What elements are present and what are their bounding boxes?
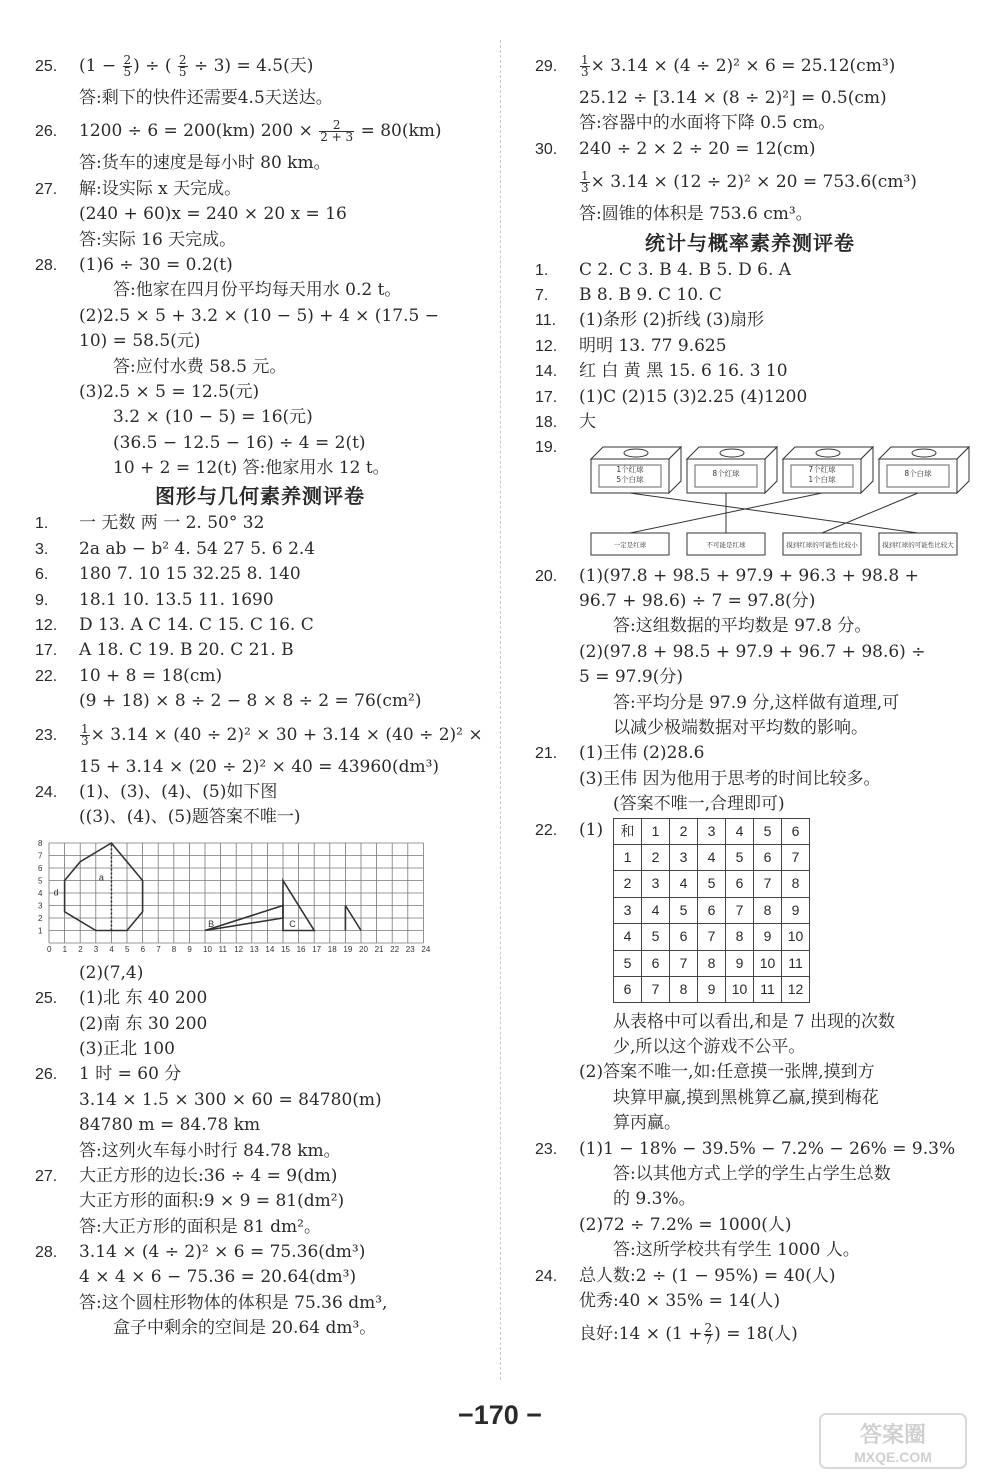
note-line: (答案不唯一,合理即可) xyxy=(613,794,785,815)
y-tick-label: 6 xyxy=(38,863,43,873)
point-label: d xyxy=(53,887,59,898)
answer-row: 9. 18.1 10. 13.5 11. 1690 xyxy=(35,589,274,610)
q29-line: 29. $\frac{1}{3}$ × 3.14 × (4 ÷ 2)² × 6 = 25.12(cm³) xyxy=(535,53,896,79)
x-tick-label: 18 xyxy=(327,944,337,954)
section-title-geometry: 图形与几何素养测评卷 xyxy=(155,484,365,509)
x-tick-label: 2 xyxy=(78,944,83,954)
work-line: (2)2.5 × 5 + 3.2 × (10 − 5) + 4 × (17.5 − xyxy=(79,305,439,326)
table-cell: 5 xyxy=(754,818,782,844)
table-cell: 8 xyxy=(782,871,810,897)
point-label: B xyxy=(208,918,215,929)
q23-line: 23. $\frac{1}{3}$ × 3.14 × (40 ÷ 2)² × 30 + 3.14 × (40 ÷ 2)² × xyxy=(35,721,483,748)
answer-line: 答:剩下的快件还需要4.5天送达。 xyxy=(79,88,333,108)
work-line: 算丙赢。 xyxy=(613,1113,681,1134)
coordinate-grid-figure xyxy=(35,831,445,961)
answer-row: 1. C 2. C 3. B 4. B 5. D 6. A xyxy=(535,259,792,280)
answer-line: 答:平均分是 97.9 分,这样做有道理,可 xyxy=(613,692,900,713)
x-tick-label: 10 xyxy=(203,944,212,954)
x-tick-label: 8 xyxy=(171,944,177,954)
table-row xyxy=(614,950,810,976)
answer-row: 12. D 13. A C 14. C 15. C 16. C xyxy=(35,615,314,636)
work-line: $\frac{1}{3}$ × 3.14 × (12 ÷ 2)² × 20 = 753.6(cm³) xyxy=(581,169,917,196)
table-row xyxy=(614,924,810,950)
answer-row: 1. 一 无数 两 一 2. 50° 32 xyxy=(35,513,265,534)
table-cell: 6 xyxy=(642,950,670,976)
table-cell: 7 xyxy=(642,977,670,1003)
work-line: (36.5 − 12.5 − 16) ÷ 4 = 2(t) xyxy=(113,432,366,453)
fraction: $\frac{2}{2 + 3}$ xyxy=(320,118,354,145)
work-line: 10) = 58.5(元) xyxy=(79,331,201,352)
x-tick-label: 22 xyxy=(390,944,400,954)
answer-row: 12. 明明 13. 77 9.625 xyxy=(535,335,727,356)
answer-row: 17. (1)C (2)15 (3)2.25 (4)1200 xyxy=(535,386,808,407)
answer-row: 14. 红 白 黄 黑 15. 6 16. 3 10 xyxy=(535,361,788,382)
work-line: 10 + 2 = 12(t) 答:他家用水 12 t。 xyxy=(113,458,390,479)
table-cell: 1 xyxy=(642,818,670,844)
octagon-shape xyxy=(65,843,143,931)
table-cell: 3 xyxy=(614,897,642,923)
answer-line: 答:以其他方式上学的学生占学生总数 xyxy=(613,1163,891,1184)
work-line: 15 + 3.14 × (20 ÷ 2)² × 40 = 43960(dm³) xyxy=(79,756,440,777)
y-tick-label: 1 xyxy=(38,926,43,936)
x-tick-label: 23 xyxy=(405,944,415,954)
table-cell: 7 xyxy=(698,924,726,950)
answer-row: 7. B 8. B 9. C 10. C xyxy=(535,284,722,305)
table-cell: 6 xyxy=(614,977,642,1003)
answer-row: 11. (1)条形 (2)折线 (3)扇形 xyxy=(535,310,765,331)
table-cell: 和 xyxy=(614,818,642,844)
section-title-statistics: 统计与概率素养测评卷 xyxy=(645,230,855,255)
x-tick-label: 24 xyxy=(421,944,431,954)
svg-text:MXQE.COM: MXQE.COM xyxy=(854,1449,932,1465)
work-line: (3)2.5 × 5 = 12.5(元) xyxy=(79,381,260,402)
work-line: (2)答案不唯一,如:任意摸一张牌,摸到方 xyxy=(579,1062,875,1083)
x-tick-label: 19 xyxy=(343,944,353,954)
point-label: C xyxy=(289,918,296,929)
q22-block: 22. (1) 和 1 2 3 4 5 6 1 2 3 4 5 6 7 2 3 4 5 6 7 8 3 4 5 6 7 8 9 4 5 6 7 8 9 10 5 6 7 8 9 10 11 6 7 8 9 10 11 12 xyxy=(535,818,965,1004)
table-row xyxy=(614,897,810,923)
table-cell: 8 xyxy=(726,924,754,950)
table-row xyxy=(614,871,810,897)
work-line: 3.2 × (10 − 5) = 16(元) xyxy=(113,407,313,428)
table-cell: 5 xyxy=(642,924,670,950)
box-label: 8个白球 xyxy=(904,468,932,478)
table-cell: 11 xyxy=(782,950,810,976)
answer-line: 答:应付水费 58.5 元。 xyxy=(113,356,287,377)
box-label: 7个红球 xyxy=(808,464,836,474)
table-cell: 5 xyxy=(726,845,754,871)
outcome-label: 摸到红球的可能性比较大 xyxy=(882,540,954,549)
q28b-line: 28. 3.14 × (4 ÷ 2)² × 6 = 75.36(dm³) xyxy=(35,1242,366,1263)
table-row xyxy=(614,818,810,844)
work-line: 良好:14 × (1 + $\frac{2}{7}$ ) = 18(人) xyxy=(579,1321,798,1348)
answer-line: 答:容器中的水面将下降 0.5 cm。 xyxy=(579,113,836,134)
fraction: $\frac{2}{7}$ xyxy=(704,1321,713,1348)
work-line: 84780 m = 84.78 km xyxy=(79,1115,261,1136)
table-cell: 9 xyxy=(782,897,810,923)
fraction: $\frac{1}{3}$ xyxy=(581,53,589,79)
box-label: 1个红球 xyxy=(616,464,644,474)
table-cell: 9 xyxy=(754,924,782,950)
y-tick-label: 8 xyxy=(38,838,43,848)
answer-line: 答:大正方形的面积是 81 dm²。 xyxy=(79,1216,321,1237)
answer-line: 答:圆锥的体积是 753.6 cm³。 xyxy=(579,204,813,225)
box-label: 5个白球 xyxy=(616,474,644,484)
table-row xyxy=(614,977,810,1003)
answer-line: 的 9.3%。 xyxy=(613,1189,696,1210)
sum-table xyxy=(613,818,810,1004)
right-column xyxy=(535,46,965,1354)
work-line: 大正方形的面积:9 × 9 = 81(dm²) xyxy=(79,1191,345,1212)
q28-line: 28. (1)6 ÷ 30 = 0.2(t) xyxy=(35,254,233,275)
table-cell: 10 xyxy=(726,977,754,1003)
table-cell: 10 xyxy=(754,950,782,976)
work-line: 块算甲赢,摸到黑桃算乙赢,摸到梅花 xyxy=(613,1087,879,1108)
x-tick-label: 14 xyxy=(265,944,275,954)
table-cell: 1 xyxy=(614,845,642,871)
x-tick-label: 0 xyxy=(47,944,52,954)
work-line: 4 × 4 × 6 − 75.36 = 20.64(dm³) xyxy=(79,1267,357,1288)
table-cell: 2 xyxy=(614,871,642,897)
answer-line: 以减少极端数据对平均数的影响。 xyxy=(613,718,868,739)
table-cell: 5 xyxy=(614,950,642,976)
table-cell: 6 xyxy=(670,924,698,950)
fraction: $\frac{2}{5}$ xyxy=(123,53,132,79)
column-divider xyxy=(500,40,501,1380)
x-tick-label: 6 xyxy=(140,944,146,954)
table-cell: 9 xyxy=(698,977,726,1003)
table-cell: 5 xyxy=(698,871,726,897)
answer-row: 18. 大 xyxy=(535,411,596,432)
q24-line: 24. 总人数:2 ÷ (1 − 95%) = 40(人) xyxy=(535,1265,836,1286)
page-number: −170 − xyxy=(457,1400,543,1430)
x-tick-label: 7 xyxy=(156,944,161,954)
work-line: 少,所以这个游戏不公平。 xyxy=(613,1036,806,1057)
answer-line: 答:他家在四月份平均每天用水 0.2 t。 xyxy=(113,280,402,301)
table-cell: 6 xyxy=(782,818,810,844)
answer-row: 22. 10 + 8 = 18(cm) xyxy=(35,665,223,686)
answer-row: 17. A 18. C 19. B 20. C 21. B xyxy=(35,640,294,661)
x-tick-label: 21 xyxy=(374,944,384,954)
x-tick-label: 15 xyxy=(281,944,290,954)
answer-row: 19. xyxy=(535,439,558,457)
q26-line: 26. 1200 ÷ 6 = 200(km) 200 × $\frac{2}{2 + 3}$ = 80(km) xyxy=(35,118,442,145)
work-line: 96.7 + 98.6) ÷ 7 = 97.8(分) xyxy=(579,591,816,612)
outcome-label: 摸到红球的可能性比较小 xyxy=(786,540,858,549)
x-tick-label: 13 xyxy=(249,944,259,954)
table-cell: 3 xyxy=(670,845,698,871)
matching-line xyxy=(822,493,918,533)
work-line: 优秀:40 × 35% = 14(人) xyxy=(579,1290,781,1311)
work-line: (9 + 18) × 8 ÷ 2 − 8 × 8 ÷ 2 = 76(cm²) xyxy=(79,691,422,712)
work-line: (2)72 ÷ 7.2% = 1000(人) xyxy=(579,1214,792,1235)
table-cell: 4 xyxy=(614,924,642,950)
x-tick-label: 4 xyxy=(109,944,114,954)
x-tick-label: 5 xyxy=(125,944,130,954)
work-line: (2)南 东 30 200 xyxy=(79,1013,208,1034)
table-cell: 12 xyxy=(782,977,810,1003)
point-label: a xyxy=(98,872,104,883)
q24-line: 24. (1)、(3)、(4)、(5)如下图 xyxy=(35,781,278,802)
work-line: (3)正北 100 xyxy=(79,1038,175,1059)
work-line: 25.12 ÷ [3.14 × (8 ÷ 2)²] = 0.5(cm) xyxy=(579,88,887,108)
table-row xyxy=(614,845,810,871)
fraction: $\frac{1}{3}$ xyxy=(581,169,589,196)
table-cell: 7 xyxy=(782,845,810,871)
answer-line: 答:这所学校共有学生 1000 人。 xyxy=(613,1240,860,1261)
work-line: 从表格中可以看出,和是 7 出现的次数 xyxy=(613,1011,896,1032)
x-tick-label: 16 xyxy=(296,944,306,954)
table-cell: 8 xyxy=(698,950,726,976)
left-column xyxy=(35,46,485,1342)
answer-line: 答:实际 16 天完成。 xyxy=(79,229,237,250)
answer-line: (2)(7,4) xyxy=(79,962,144,983)
q21-line: 21. (1)王伟 (2)28.6 xyxy=(535,743,705,764)
y-tick-label: 7 xyxy=(38,851,43,861)
outcome-label: 不可能是红球 xyxy=(706,540,746,549)
table-cell: 6 xyxy=(754,845,782,871)
work-line: (3)王伟 因为他用于思考的时间比较多。 xyxy=(579,768,881,789)
x-tick-label: 3 xyxy=(93,944,99,954)
watermark-logo xyxy=(818,1412,968,1470)
table-cell: 11 xyxy=(754,977,782,1003)
fraction: $\frac{1}{3}$ xyxy=(81,721,89,748)
answer-line: 答:这组数据的平均数是 97.8 分。 xyxy=(613,616,872,637)
x-tick-label: 9 xyxy=(187,944,192,954)
q25b-line: 25. (1)北 东 40 200 xyxy=(35,988,208,1009)
answer-line: 答:货车的速度是每小时 80 km。 xyxy=(79,153,331,174)
fraction: $\frac{2}{5}$ xyxy=(178,53,187,79)
table-cell: 5 xyxy=(670,897,698,923)
answer-row: 3. 2a ab − b² 4. 54 27 5. 6 2.4 xyxy=(35,538,316,559)
table-cell: 7 xyxy=(726,897,754,923)
table-cell: 8 xyxy=(754,897,782,923)
box-label: 1个白球 xyxy=(808,474,836,484)
table-cell: 2 xyxy=(670,818,698,844)
q27b-line: 27. 大正方形的边长:36 ÷ 4 = 9(dm) xyxy=(35,1165,338,1186)
note-line: ((3)、(4)、(5)题答案不唯一) xyxy=(79,807,301,828)
q25-line: 25. (1 − $\frac{2}{5}$ ) ÷ ( $\frac{2}{5}$ ÷ 3) = 4.5(天) xyxy=(35,53,314,79)
q27-line: 27. 解:设实际 x 天完成。 xyxy=(35,178,242,199)
x-tick-label: 1 xyxy=(62,944,68,954)
table-cell: 10 xyxy=(782,924,810,950)
table-cell: 6 xyxy=(726,871,754,897)
matching-line xyxy=(630,493,918,533)
table-cell: 4 xyxy=(670,871,698,897)
table-cell: 2 xyxy=(642,845,670,871)
table-cell: 4 xyxy=(726,818,754,844)
x-tick-label: 12 xyxy=(234,944,244,954)
work-line: 5 = 97.9(分) xyxy=(579,667,683,688)
y-tick-label: 5 xyxy=(38,876,43,886)
table-cell: 4 xyxy=(642,897,670,923)
answer-line: 盒子中剩余的空间是 20.64 dm³。 xyxy=(113,1318,377,1339)
x-tick-label: 11 xyxy=(218,944,227,954)
outcome-label: 一定是红球 xyxy=(613,540,647,549)
answer-line: 答:这个圆柱形物体的体积是 75.36 dm³, xyxy=(79,1292,388,1313)
table-cell: 6 xyxy=(698,897,726,923)
work-line: (2)(97.8 + 98.5 + 97.9 + 96.7 + 98.6) ÷ xyxy=(579,641,926,662)
table-cell: 7 xyxy=(670,950,698,976)
y-tick-label: 4 xyxy=(38,888,43,898)
x-tick-label: 17 xyxy=(312,944,322,954)
box-label: 8个红球 xyxy=(712,468,740,478)
svg-text:答案圈: 答案圈 xyxy=(859,1423,927,1448)
q20-line: 20. (1)(97.8 + 98.5 + 97.9 + 96.3 + 98.8 + xyxy=(535,565,919,586)
q30-line: 30. 240 ÷ 2 × 2 ÷ 20 = 12(cm) xyxy=(535,138,816,159)
y-tick-label: 3 xyxy=(38,901,43,911)
table-cell: 4 xyxy=(698,845,726,871)
q23-line: 23. (1)1 − 18% − 39.5% − 7.2% − 26% = 9.3% xyxy=(535,1138,956,1159)
work-line: (240 + 60)x = 240 × 20 x = 16 xyxy=(79,204,347,225)
answer-row: 6. 180 7. 10 15 32.25 8. 140 xyxy=(35,564,301,585)
y-tick-label: 2 xyxy=(38,913,43,923)
table-cell: 3 xyxy=(698,818,726,844)
answer-line: 答:这列火车每小时行 84.78 km。 xyxy=(79,1140,341,1161)
table-cell: 7 xyxy=(754,871,782,897)
x-tick-label: 20 xyxy=(359,944,368,954)
table-cell: 3 xyxy=(642,871,670,897)
q26b-line: 26. 1 时 = 60 分 xyxy=(35,1064,182,1085)
work-line: 3.14 × 1.5 × 300 × 60 = 84780(m) xyxy=(79,1089,382,1110)
table-cell: 9 xyxy=(726,950,754,976)
table-cell: 8 xyxy=(670,977,698,1003)
